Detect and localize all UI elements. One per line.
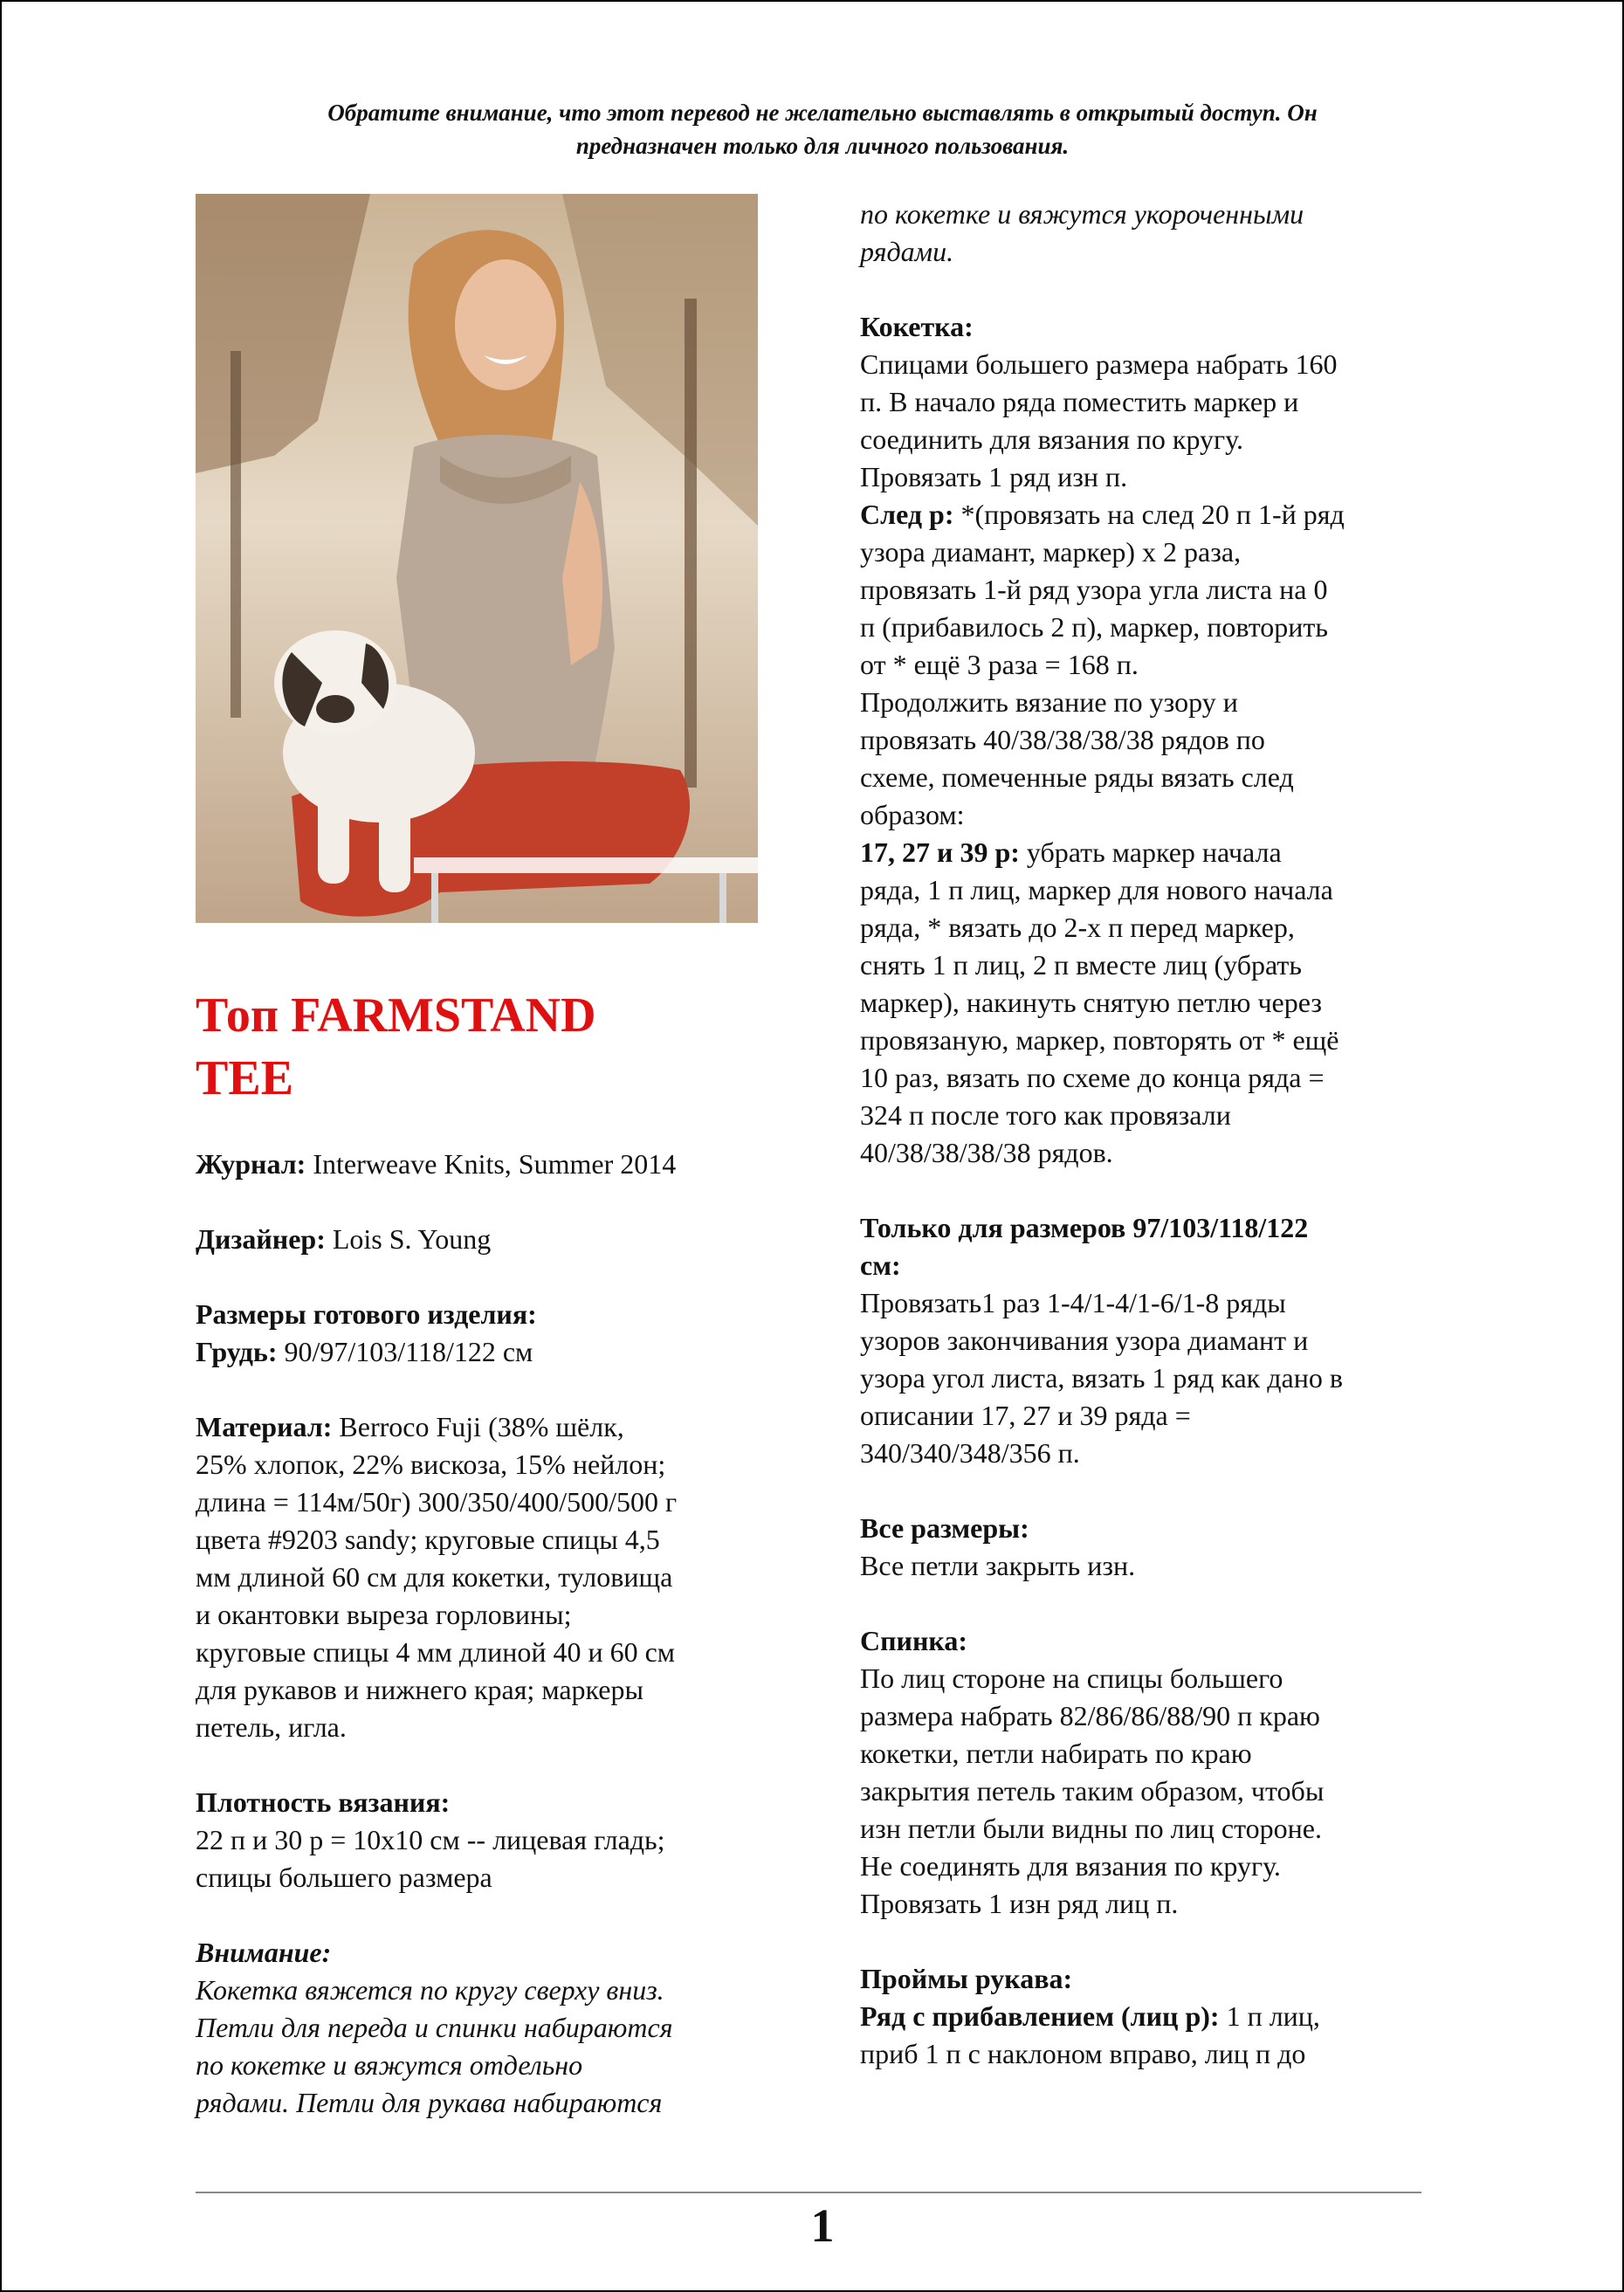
yoke-line-3: соединить для вязания по кругу. (860, 423, 1243, 455)
back-line-6: Не соединять для вязания по кругу. (860, 1850, 1281, 1882)
magazine-value: Interweave Knits, Summer 2014 (306, 1148, 677, 1180)
material-line: Материал: Berroco Fuji (38% шёлк, (196, 1411, 624, 1442)
next-row-label: След р: (860, 499, 954, 530)
next-row-line: След р: *(провязать на след 20 п 1-й ряд (860, 499, 1345, 530)
material-line-8: для рукавов и нижнего края; маркеры (196, 1674, 643, 1705)
yoke-line-2: п. В начало ряда поместить маркер и (860, 386, 1299, 417)
sizes-heading: Размеры готового изделия: (196, 1298, 537, 1330)
continue-line-1: Продолжить вязание по узору и (860, 686, 1238, 718)
attention-line-1: Кокетка вяжется по кругу сверху вниз. (196, 1974, 664, 2006)
increase-row-line: Ряд с прибавлением (лиц р): 1 п лиц, (860, 2000, 1320, 2032)
page-number: 1 (810, 2199, 835, 2252)
attention-line-4: рядами. Петли для рукава набираются (196, 2087, 663, 2118)
back-line-4: закрытия петель таким образом, чтобы (860, 1775, 1325, 1807)
material-line-4: цвета #9203 sandy; круговые спицы 4,5 (196, 1524, 660, 1555)
sizes-only-line-4: описании 17, 27 и 39 ряда = (860, 1400, 1191, 1431)
chest-value: 90/97/103/118/122 см (277, 1336, 533, 1367)
sizes-only-line-3: узора угол листа, вязать 1 ряд как дано в (860, 1362, 1343, 1394)
photo-illustration (196, 194, 758, 923)
rows-line-3: ряда, * вязать до 2-х п перед маркер, (860, 912, 1295, 943)
notice-line-2: предназначен только для личного пользования. (575, 133, 1070, 159)
armhole-heading: Проймы рукава: (860, 1963, 1073, 1994)
title-line-1: Топ FARMSTAND (196, 988, 596, 1043)
magazine-label: Журнал: (196, 1148, 306, 1180)
next-row-line-3: провязать 1-й ряд узора угла листа на 0 (860, 574, 1328, 605)
material-line-2: 25% хлопок, 22% вискоза, 15% нейлон; (196, 1449, 666, 1480)
right-column (860, 196, 1436, 2073)
left-column (196, 1146, 772, 2122)
chest-line (196, 1333, 772, 1371)
attention-cont-line-1: по кокетке и вяжутся укороченными (860, 198, 1304, 230)
back-line-7: Провязать 1 изн ряд лиц п. (860, 1888, 1179, 1919)
continue-line-4: образом: (860, 799, 965, 830)
gauge-heading: Плотность вязания: (196, 1786, 451, 1818)
yoke-heading: Кокетка: (860, 311, 974, 342)
material-line-5: мм длиной 60 см для кокетки, туловища (196, 1561, 673, 1593)
title-line-2: TEE (196, 1051, 294, 1105)
rows-line-8: 324 п после того как провязали (860, 1099, 1231, 1131)
sizes-only-line-5: 340/340/348/356 п. (860, 1437, 1080, 1469)
rows-label: 17, 27 и 39 р: (860, 836, 1020, 868)
attention-cont-line-2: рядами. (860, 236, 954, 267)
rows-line-2: ряда, 1 п лиц, маркер для нового начала (860, 874, 1333, 905)
material-line-6: и окантовки выреза горловины; (196, 1599, 572, 1630)
notice-text (211, 96, 1434, 162)
footer-divider (196, 2192, 1421, 2193)
chest-label: Грудь: (196, 1336, 278, 1367)
designer-value: Lois S. Young (325, 1223, 492, 1255)
gauge-line-2: спицы большего размера (196, 1862, 492, 1893)
continue-line-3: схеме, помеченные ряды вязать след (860, 761, 1294, 793)
increase-row-line-2: приб 1 п с наклоном вправо, лиц п до (860, 2038, 1306, 2069)
back-line-5: изн петли были видны по лиц стороне. (860, 1813, 1322, 1844)
sizes-only-heading-1: Только для размеров 97/103/118/122 (860, 1212, 1309, 1243)
sizes-only-line-2: узоров закончивания узора диамант и (860, 1325, 1309, 1356)
rows-line-6: провязаную, маркер, повторять от * ещё (860, 1024, 1339, 1056)
material-line-9: петель, игла. (196, 1711, 347, 1743)
back-line-1: По лиц стороне на спицы большего (860, 1662, 1283, 1694)
continue-line-2: провязать 40/38/38/38/38 рядов по (860, 724, 1265, 755)
rows-line-5: маркер), накинуть снятую петлю через (860, 987, 1322, 1018)
material-line-3: длина = 114м/50г) 300/350/400/500/500 г (196, 1486, 678, 1518)
rows-line: 17, 27 и 39 р: убрать маркер начала (860, 836, 1282, 868)
designer-label: Дизайнер: (196, 1223, 326, 1255)
notice-line-1: Обратите внимание, что этот перевод не желательно выставлять в открытый доступ. Он (327, 100, 1318, 126)
next-row-line-5: от * ещё 3 раза = 168 п. (860, 649, 1139, 680)
material-line-7: круговые спицы 4 мм длиной 40 и 60 см (196, 1636, 676, 1668)
back-line-2: размера набрать 82/86/86/88/90 п краю (860, 1700, 1320, 1731)
all-sizes-line-1: Все петли закрыть изн. (860, 1550, 1136, 1581)
next-row-line-2: узора диамант, маркер) х 2 раза, (860, 536, 1242, 568)
attention-line-3: по кокетке и вяжутся отдельно (196, 2049, 583, 2081)
back-line-3: кокетки, петли набирать по краю (860, 1738, 1252, 1769)
all-sizes-heading: Все размеры: (860, 1512, 1029, 1544)
designer-line (196, 1221, 772, 1258)
sizes-only-line-1: Провязать1 раз 1-4/1-4/1-6/1-8 ряды (860, 1287, 1286, 1318)
rows-line-9: 40/38/38/38/38 рядов. (860, 1137, 1113, 1168)
sizes-only-heading-2: см: (860, 1249, 901, 1281)
magazine-line (196, 1146, 772, 1183)
yoke-line-1: Спицами большего размера набрать 160 (860, 348, 1338, 380)
attention-line-2: Петли для переда и спинки набираются (196, 2012, 673, 2043)
next-row-line-4: п (прибавилось 2 п), маркер, повторить (860, 611, 1328, 643)
pattern-title (196, 984, 754, 1110)
attention-heading: Внимание: (196, 1937, 332, 1968)
material-label: Материал: (196, 1411, 333, 1442)
back-heading: Спинка: (860, 1625, 968, 1656)
increase-row-label: Ряд с прибавлением (лиц р): (860, 2000, 1220, 2032)
rows-line-4: снять 1 п лиц, 2 п вместе лиц (убрать (860, 949, 1302, 981)
rows-line-7: 10 раз, вязать по схеме до конца ряда = (860, 1062, 1325, 1093)
gauge-line-1: 22 п и 30 р = 10х10 см -- лицевая гладь; (196, 1824, 665, 1855)
yoke-line-4: Провязать 1 ряд изн п. (860, 461, 1128, 492)
photo-woman-with-dog (196, 194, 758, 923)
